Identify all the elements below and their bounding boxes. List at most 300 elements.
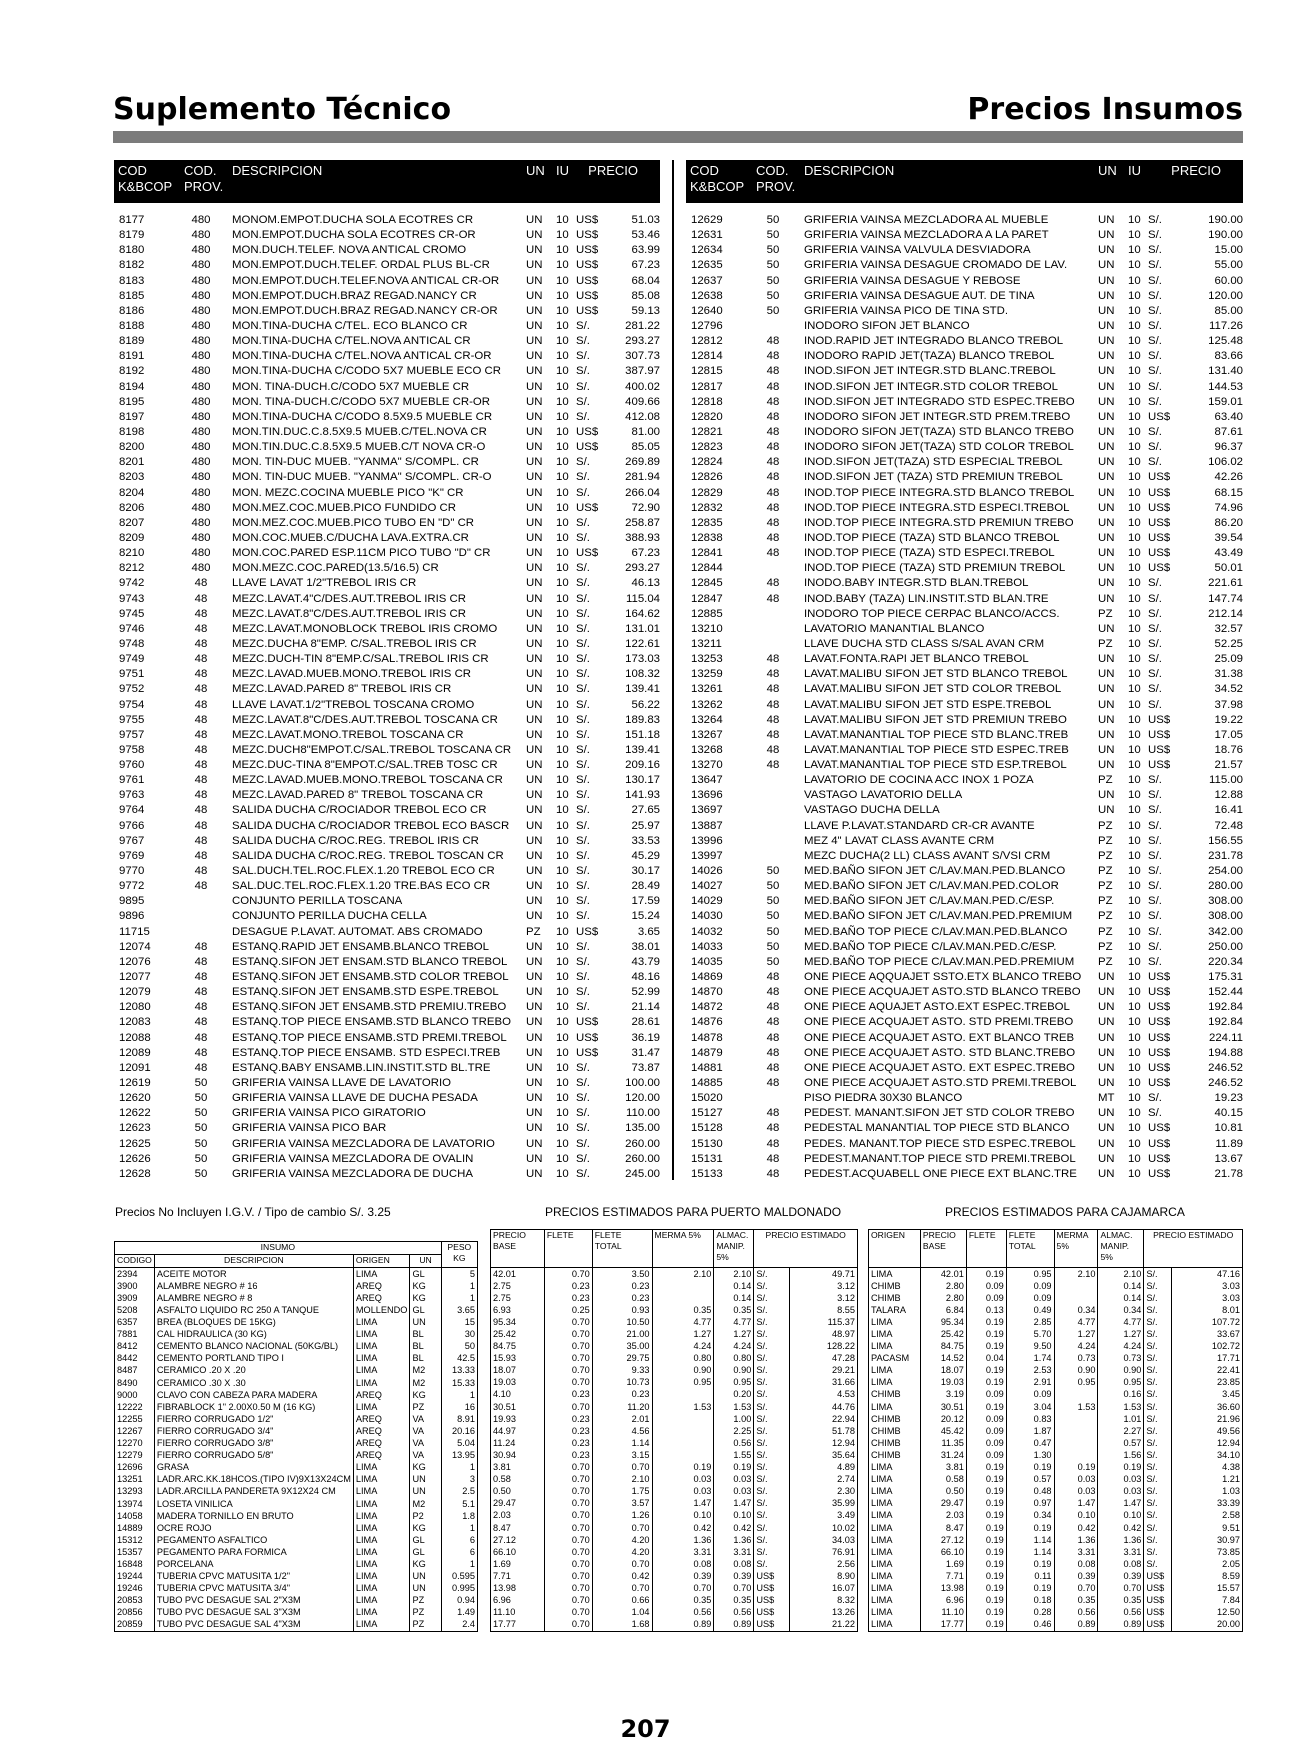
catalog-cell-precio: 28.61 (631, 1016, 660, 1029)
insumo-cell-peso: 1 (441, 1522, 477, 1534)
pm-cell-flete-total: 2.01 (592, 1413, 652, 1425)
catalog-cell-un: PZ (1098, 607, 1113, 620)
pm-cell-merma: 0.56 (652, 1607, 714, 1619)
catalog-row (114, 501, 660, 516)
table-row (869, 1292, 1243, 1304)
catalog-row (686, 546, 1243, 561)
insumo-cell-peso: 0.595 (441, 1571, 477, 1583)
catalog-cell-precio: 192.84 (1208, 1001, 1243, 1014)
table-row (115, 1341, 478, 1353)
insumo-cell-un: VA (410, 1413, 441, 1425)
catalog-cell-un: UN (1098, 592, 1115, 605)
catalog-cell-cod-prov: 50 (766, 865, 780, 878)
pm-cell-precio-est: 21.22 (790, 1619, 858, 1632)
catalog-cell-cod: 9770 (119, 865, 145, 878)
cj-cell-currency: S/. (1144, 1510, 1172, 1522)
pm-cell-precio-est: 3.49 (790, 1510, 858, 1522)
insumo-cell-origen: AREQ (353, 1450, 410, 1462)
catalog-cell-descripcion: VASTAGO LAVATORIO DELLA (804, 789, 963, 802)
cj-cell-origen: LIMA (869, 1401, 921, 1413)
catalog-row (686, 925, 1243, 940)
cj-cell-precio-est: 4.38 (1172, 1462, 1243, 1474)
insumo-cell-codigo: 13251 (115, 1474, 155, 1486)
catalog-cell-iu: 10 (556, 577, 569, 590)
catalog-cell-precio: 96.37 (1214, 441, 1243, 454)
catalog-cell-cod: 9758 (119, 743, 145, 756)
catalog-cell-iu: 10 (1128, 637, 1141, 650)
insumo-cell-peso: 15 (441, 1317, 477, 1329)
cj-cell-almac: 0.14 (1098, 1292, 1144, 1304)
catalog-cell-iu: 10 (1128, 259, 1141, 272)
catalog-cell-currency: S/. (1148, 365, 1162, 378)
table-row (491, 1558, 858, 1570)
catalog-cell-descripcion: GRIFERIA VAINSA VALVULA DESVIADORA (804, 244, 1031, 257)
catalog-cell-iu: 10 (1128, 1152, 1141, 1165)
catalog-cell-descripcion: LLAVE LAVAT.1/2"TREBOL TOSCANA CROMO (232, 698, 475, 711)
insumo-cell-origen: AREQ (353, 1292, 410, 1304)
cj-cell-flete: 0.19 (966, 1377, 1006, 1389)
catalog-cell-precio: 12.88 (1214, 789, 1243, 802)
catalog-cell-cod-prov: 48 (766, 335, 780, 348)
table-row (491, 1498, 858, 1510)
catalog-cell-descripcion: MON. TINA-DUCH.C/CODO 5X7 MUEBLE CR (232, 380, 470, 393)
table-row (115, 1450, 478, 1462)
catalog-cell-precio: 246.52 (1208, 1077, 1243, 1090)
catalog-cell-precio: 10.81 (1214, 1122, 1243, 1135)
cj-cell-precio-est: 102.72 (1172, 1341, 1243, 1353)
catalog-cell-descripcion: MON.EMPOT.DUCHA SOLA ECOTRES CR-OR (232, 229, 476, 242)
insumo-cell-descripcion: BREA (BLOQUES DE 15KG) (154, 1317, 353, 1329)
pm-cell-merma: 0.03 (652, 1474, 714, 1486)
catalog-cell-precio: 50.01 (1214, 562, 1243, 575)
table-row (869, 1510, 1243, 1522)
pm-cell-precio-est: 35.64 (790, 1449, 858, 1461)
catalog-cell-cod: 12629 (691, 214, 723, 226)
cj-cell-flete: 0.19 (966, 1462, 1006, 1474)
catalog-cell-cod: 14869 (691, 971, 723, 984)
catalog-cell-cod-prov: 50 (766, 274, 780, 287)
catalog-cell-cod-prov: 48 (194, 834, 208, 847)
pm-cell-precio-est: 34.03 (790, 1534, 858, 1546)
catalog-cell-descripcion: MEZC.LAVAT.8"C/DES.AUT.TREBOL IRIS CR (232, 607, 467, 620)
catalog-cell-cod-prov: 48 (766, 1152, 780, 1165)
catalog-cell-un: UN (1098, 577, 1115, 590)
catalog-row (114, 698, 660, 713)
cj-cell-origen: LIMA (869, 1534, 921, 1546)
catalog-row (114, 758, 660, 773)
catalog-cell-currency: S/. (576, 789, 590, 802)
catalog-cell-cod-prov: 48 (766, 501, 780, 514)
header-right-title: Precios Insumos (967, 92, 1243, 127)
catalog-row (686, 258, 1243, 273)
catalog-cell-precio: 67.23 (631, 547, 660, 560)
insumo-cell-codigo: 3909 (115, 1292, 155, 1304)
catalog-cell-un: UN (526, 1137, 543, 1150)
pm-cell-currency: S/. (754, 1486, 790, 1498)
pm-cell-merma: 0.90 (652, 1365, 714, 1377)
catalog-cell-currency: US$ (1148, 971, 1171, 984)
insumo-cell-codigo: 14058 (115, 1510, 155, 1522)
pm-cell-flete: 0.23 (544, 1389, 592, 1401)
catalog-cell-precio: 21.14 (631, 1001, 660, 1014)
insumo-cell-origen: LIMA (353, 1486, 410, 1498)
catalog-cell-un: UN (526, 229, 543, 242)
cj-cell-precio-base: 42.01 (920, 1268, 966, 1281)
catalog-right (686, 160, 1243, 1182)
catalog-cell-descripcion: DESAGUE P.LAVAT. AUTOMAT. ABS CROMADO (232, 925, 483, 938)
catalog-cell-un: UN (1098, 804, 1115, 817)
insumo-cell-descripcion: TUBO PVC DESAGUE SAL 3"X3M (154, 1607, 353, 1619)
table-row (115, 1425, 478, 1437)
pm-cell-precio-est: 2.30 (790, 1486, 858, 1498)
cj-cell-precio-base: 66.10 (920, 1546, 966, 1558)
cj-cell-origen: LIMA (869, 1486, 921, 1498)
catalog-row (114, 440, 660, 455)
insumo-cell-un: VA (410, 1438, 441, 1450)
pm-cell-flete-total: 0.23 (592, 1280, 652, 1292)
catalog-cell-cod: 8206 (119, 501, 145, 514)
catalog-row (114, 349, 660, 364)
catalog-cell-currency: S/. (1148, 668, 1162, 681)
table-row (869, 1328, 1243, 1340)
table-row (869, 1316, 1243, 1328)
catalog-cell-iu: 10 (1128, 865, 1141, 878)
insumo-cell-un: M2 (410, 1498, 441, 1510)
catalog-cell-cod: 8207 (119, 516, 145, 529)
table-row (869, 1498, 1243, 1510)
catalog-cell-un: PZ (1098, 880, 1113, 893)
catalog-cell-descripcion: MON.TINA-DUCHA C/TEL.NOVA ANTICAL CR-OR (232, 350, 492, 363)
table-row (115, 1413, 478, 1425)
catalog-cell-descripcion: GRIFERIA VAINSA LLAVE DE LAVATORIO (232, 1077, 452, 1090)
table-row (115, 1534, 478, 1546)
catalog-cell-currency: S/. (576, 955, 590, 968)
catalog-cell-descripcion: INOD.TOP PIECE INTEGRA.STD ESPECI.TREBOL (804, 501, 1070, 514)
cj-cell-flete: 0.19 (966, 1595, 1006, 1607)
insumo-cell-descripcion: FIERRO CORRUGADO 3/4" (154, 1425, 353, 1437)
cj-cell-almac: 1.53 (1098, 1401, 1144, 1413)
catalog-cell-iu: 10 (556, 380, 569, 393)
cj-cell-precio-base: 6.84 (920, 1304, 966, 1316)
table-row (869, 1570, 1243, 1582)
catalog-cell-descripcion: INOD.SIFON JET INTEGR.STD BLANC.TREBOL (804, 365, 1056, 378)
insumo-cell-un: M2 (410, 1365, 441, 1377)
pm-cell-precio-base: 0.50 (491, 1486, 545, 1498)
catalog-row (114, 879, 660, 894)
table-row (115, 1268, 478, 1281)
catalog-row (114, 1137, 660, 1152)
catalog-row (686, 1000, 1243, 1015)
catalog-row (686, 864, 1243, 879)
catalog-cell-cod-prov: 50 (766, 925, 780, 938)
catalog-cell-iu: 10 (1128, 895, 1141, 908)
pm-cell-almac: 4.24 (714, 1341, 754, 1353)
catalog-cell-currency: S/. (576, 1152, 590, 1165)
insumo-cell-codigo: 20853 (115, 1595, 155, 1607)
catalog-row (686, 849, 1243, 864)
catalog-cell-iu: 10 (556, 1077, 569, 1090)
cj-cell-precio-base: 3.19 (920, 1389, 966, 1401)
catalog-cell-un: MT (1098, 1092, 1115, 1105)
catalog-cell-cod-prov: 480 (191, 471, 211, 484)
insumo-cell-un: PZ (410, 1607, 441, 1619)
cj-cell-currency: S/. (1144, 1498, 1172, 1510)
cj-cell-origen: LIMA (869, 1474, 921, 1486)
table-row (869, 1389, 1243, 1401)
cj-cell-precio-base: 18.07 (920, 1365, 966, 1377)
insumo-cell-codigo: 12255 (115, 1413, 155, 1425)
catalog-cell-currency: S/. (576, 365, 590, 378)
pm-cell-flete: 0.23 (544, 1280, 592, 1292)
pm-merma-header: MERMA 5% (652, 1230, 714, 1268)
pm-cell-almac: 0.14 (714, 1292, 754, 1304)
cj-cell-origen: LIMA (869, 1558, 921, 1570)
catalog-cell-currency: S/. (576, 471, 590, 484)
catalog-cell-precio: 220.34 (1208, 955, 1243, 968)
catalog-cell-iu: 10 (556, 955, 569, 968)
catalog-cell-cod-prov: 48 (194, 774, 208, 787)
catalog-cell-currency: S/. (1148, 834, 1162, 847)
catalog-cell-iu: 10 (556, 607, 569, 620)
catalog-cell-cod: 14033 (691, 940, 723, 953)
catalog-cell-iu: 10 (1128, 804, 1141, 817)
catalog-cell-precio: 74.96 (1214, 501, 1243, 514)
insumo-cell-descripcion: LADR.ARCILLA PANDERETA 9X12X24 CM (154, 1486, 353, 1498)
pm-cell-flete: 0.70 (544, 1341, 592, 1353)
cj-cell-flete-total: 0.09 (1006, 1292, 1054, 1304)
catalog-cell-cod-prov: 48 (194, 577, 208, 590)
catalog-cell-descripcion: MON.MEZ.COC.MUEB.PICO TUBO EN "D" CR (232, 516, 475, 529)
catalog-cell-descripcion: INODO.BABY INTEGR.STD BLAN.TREBOL (804, 577, 1029, 590)
catalog-cell-un: UN (1098, 562, 1115, 575)
insumo-cell-descripcion: CLAVO CON CABEZA PARA MADERA (154, 1389, 353, 1401)
table-row (491, 1522, 858, 1534)
pm-cell-precio-est: 47.28 (790, 1353, 858, 1365)
catalog-cell-precio: 190.00 (1208, 229, 1243, 242)
catalog-row (686, 834, 1243, 849)
pm-cell-precio-est: 115.37 (790, 1316, 858, 1328)
table-row (115, 1498, 478, 1510)
cj-cell-origen: CHIMB (869, 1449, 921, 1461)
cj-cell-merma: 0.03 (1054, 1474, 1098, 1486)
cj-cell-origen: LIMA (869, 1462, 921, 1474)
cj-cell-flete-total: 1.87 (1006, 1425, 1054, 1437)
catalog-cell-cod-prov: 50 (766, 214, 780, 226)
catalog-cell-currency: US$ (1148, 1061, 1171, 1074)
catalog-cell-un: UN (526, 955, 543, 968)
cj-cell-precio-est: 12.50 (1172, 1607, 1243, 1619)
pm-cell-precio-base: 0.58 (491, 1474, 545, 1486)
cj-cell-merma: 0.03 (1054, 1486, 1098, 1498)
pm-cell-currency: S/. (754, 1280, 790, 1292)
catalog-row (114, 516, 660, 531)
catalog-row (114, 561, 660, 576)
pm-cell-precio-base: 11.24 (491, 1437, 545, 1449)
catalog-row (114, 1031, 660, 1046)
catalog-cell-precio: 342.00 (1208, 925, 1243, 938)
pm-cell-flete: 0.70 (544, 1486, 592, 1498)
catalog-cell-un: UN (526, 547, 543, 560)
catalog-cell-iu: 10 (1128, 925, 1141, 938)
pm-cell-merma: 0.08 (652, 1558, 714, 1570)
table-row (869, 1558, 1243, 1570)
pm-cell-precio-base: 27.12 (491, 1534, 545, 1546)
insumo-cell-un: M2 (410, 1377, 441, 1389)
cj-cell-almac: 0.90 (1098, 1365, 1144, 1377)
catalog-cell-cod-prov: 48 (194, 1061, 208, 1074)
pm-cell-precio-base: 42.01 (491, 1268, 545, 1281)
pm-cell-flete-total: 1.75 (592, 1486, 652, 1498)
catalog-cell-iu: 10 (556, 350, 569, 363)
catalog-cell-currency: S/. (576, 516, 590, 529)
catalog-cell-currency: US$ (1148, 986, 1171, 999)
pm-cell-merma: 2.10 (652, 1268, 714, 1281)
catalog-cell-un: UN (526, 486, 543, 499)
pm-cell-precio-est: 48.97 (790, 1328, 858, 1340)
catalog-cell-un: UN (1098, 471, 1115, 484)
catalog-cell-descripcion: INOD.TOP PIECE (TAZA) STD BLANCO TREBOL (804, 531, 1060, 544)
catalog-cell-cod: 12619 (119, 1077, 151, 1090)
catalog-cell-cod: 12829 (691, 486, 723, 499)
catalog-cell-iu: 10 (556, 683, 569, 696)
catalog-cell-iu: 10 (1128, 441, 1141, 454)
catalog-cell-cod-prov: 50 (194, 1137, 208, 1150)
catalog-cell-currency: S/. (1148, 425, 1162, 438)
catalog-cell-iu: 10 (556, 940, 569, 953)
catalog-cell-iu: 10 (1128, 849, 1141, 862)
pm-cell-currency: S/. (754, 1449, 790, 1461)
catalog-cell-un: UN (1098, 319, 1115, 332)
catalog-cell-precio: 3.65 (637, 925, 660, 938)
cod-prov-header: COD. PROV. (184, 163, 224, 194)
pm-cell-almac: 0.10 (714, 1510, 754, 1522)
cj-cell-almac: 0.14 (1098, 1280, 1144, 1292)
catalog-cell-cod-prov: 48 (194, 819, 208, 832)
catalog-cell-currency: S/. (576, 668, 590, 681)
catalog-cell-descripcion: MEZC.LAVAD.PARED 8" TREBOL TOSCANA CR (232, 789, 484, 802)
insumo-cell-codigo: 16848 (115, 1558, 155, 1570)
pm-cell-precio-est: 49.71 (790, 1268, 858, 1281)
insumo-cell-peso: 0.995 (441, 1583, 477, 1595)
catalog-cell-cod: 8183 (119, 274, 145, 287)
catalog-cell-iu: 10 (556, 668, 569, 681)
catalog-row (686, 228, 1243, 243)
pm-cell-precio-est: 8.55 (790, 1304, 858, 1316)
catalog-cell-cod: 12079 (119, 986, 151, 999)
catalog-cell-precio: 120.00 (1208, 289, 1243, 302)
insumo-cell-codigo: 12222 (115, 1401, 155, 1413)
pm-cell-flete: 0.70 (544, 1353, 592, 1365)
catalog-cell-iu: 10 (556, 622, 569, 635)
insumo-cell-un: P2 (410, 1510, 441, 1522)
catalog-cell-cod: 12835 (691, 516, 723, 529)
catalog-cell-un: UN (1098, 395, 1115, 408)
insumo-cell-origen: LIMA (353, 1474, 410, 1486)
catalog-cell-descripcion: SAL.DUCH.TEL.ROC.FLEX.1.20 TREBOL ECO CR (232, 865, 495, 878)
table-row (115, 1365, 478, 1377)
catalog-cell-descripcion: MON.EMPOT.DUCH.BRAZ REGAD.NANCY CR (232, 289, 477, 302)
insumo-cell-codigo: 13974 (115, 1498, 155, 1510)
catalog-row (686, 1167, 1243, 1182)
catalog-row (686, 561, 1243, 576)
insumo-cell-codigo: 5208 (115, 1304, 155, 1316)
catalog-cell-descripcion: MED.BAÑO SIFON JET C/LAV.MAN.PED.C/ESP. (804, 895, 1055, 908)
catalog-cell-un: UN (526, 1001, 543, 1014)
insumo-cell-codigo: 14889 (115, 1522, 155, 1534)
catalog-cell-cod-prov: 50 (766, 880, 780, 893)
catalog-cell-cod-prov: 48 (766, 1137, 780, 1150)
pm-cell-currency: US$ (754, 1582, 790, 1594)
catalog-cell-currency: S/. (576, 622, 590, 635)
insumo-cell-origen: LIMA (353, 1607, 410, 1619)
catalog-cell-cod-prov: 48 (766, 668, 780, 681)
catalog-cell-cod: 14870 (691, 986, 723, 999)
catalog-cell-precio: 33.53 (631, 834, 660, 847)
catalog-cell-iu: 10 (1128, 229, 1141, 242)
catalog-cell-un: UN (1098, 547, 1115, 560)
catalog-cell-un: UN (526, 819, 543, 832)
table-row (491, 1449, 858, 1461)
catalog-cell-currency: S/. (576, 1061, 590, 1074)
cj-cell-precio-est: 47.16 (1172, 1268, 1243, 1281)
catalog-cell-descripcion: GRIFERIA VAINSA DESAGUE AUT. DE TINA (804, 289, 1035, 302)
catalog-row (114, 849, 660, 864)
catalog-cell-un: UN (526, 759, 543, 772)
pm-cell-currency: S/. (754, 1389, 790, 1401)
pm-cell-flete: 0.70 (544, 1534, 592, 1546)
catalog-row (114, 1091, 660, 1106)
catalog-cell-un: PZ (1098, 774, 1113, 787)
catalog-cell-un: UN (526, 380, 543, 393)
catalog-cell-cod: 8210 (119, 547, 145, 560)
cj-cell-precio-base: 0.58 (920, 1474, 966, 1486)
catalog-cell-descripcion: GRIFERIA VAINSA PICO DE TINA STD. (804, 304, 1009, 317)
insumo-cell-descripcion: MADERA TORNILLO EN BRUTO (154, 1510, 353, 1522)
catalog-cell-precio: 73.87 (631, 1061, 660, 1074)
catalog-cell-cod: 8185 (119, 289, 145, 302)
insumo-cell-codigo: 19244 (115, 1571, 155, 1583)
insumo-cell-codigo: 8412 (115, 1341, 155, 1353)
cj-cell-merma (1054, 1292, 1098, 1304)
table-row (491, 1582, 858, 1594)
catalog-row (686, 319, 1243, 334)
table-row (869, 1341, 1243, 1353)
catalog-row (114, 258, 660, 273)
catalog-cell-cod: 8186 (119, 304, 145, 317)
catalog-cell-precio: 42.26 (1214, 471, 1243, 484)
catalog-cell-cod: 9761 (119, 774, 145, 787)
catalog-cell-cod-prov: 48 (194, 1001, 208, 1014)
catalog-cell-precio: 31.47 (631, 1046, 660, 1059)
catalog-cell-descripcion: LLAVE P.LAVAT.STANDARD CR-CR AVANTE (804, 819, 1035, 832)
cj-cell-almac: 0.89 (1098, 1619, 1144, 1632)
catalog-cell-descripcion: INOD.SIFON JET INTEGRADO STD ESPEC.TREBO (804, 395, 1075, 408)
catalog-cell-cod: 12824 (691, 456, 723, 469)
catalog-row (114, 713, 660, 728)
cj-cell-currency: S/. (1144, 1534, 1172, 1546)
catalog-cell-cod: 9754 (119, 698, 145, 711)
pm-cell-flete-total: 10.50 (592, 1316, 652, 1328)
catalog-row (114, 592, 660, 607)
catalog-cell-cod-prov: 48 (194, 1046, 208, 1059)
catalog-cell-cod-prov: 48 (194, 622, 208, 635)
catalog-row (686, 652, 1243, 667)
pm-cell-currency: S/. (754, 1304, 790, 1316)
cj-cell-precio-base: 17.77 (920, 1619, 966, 1632)
catalog-cell-precio: 86.20 (1214, 516, 1243, 529)
cj-cell-flete: 0.19 (966, 1498, 1006, 1510)
catalog-cell-precio: 281.22 (625, 319, 660, 332)
